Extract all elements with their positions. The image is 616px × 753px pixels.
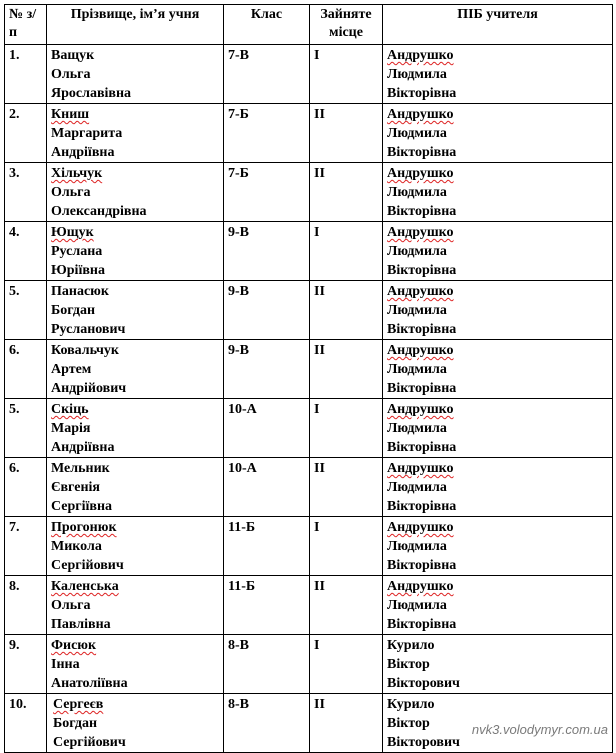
student-name-line: Андріївна xyxy=(51,145,115,160)
teacher-name-line: Андрушко xyxy=(387,461,454,476)
teacher-name-line: Андрушко xyxy=(387,284,454,299)
row-number: 6. xyxy=(5,340,47,399)
table-row xyxy=(5,281,613,340)
place: І xyxy=(310,517,383,576)
teacher-name-line: Андрушко xyxy=(387,166,454,181)
place: І xyxy=(310,399,383,458)
place: ІІ xyxy=(310,576,383,635)
place: ІІ xyxy=(310,458,383,517)
class: 8-В xyxy=(224,635,310,694)
class: 11-Б xyxy=(224,576,310,635)
student-name-line: Сергійович xyxy=(53,735,126,750)
class: 10-А xyxy=(224,399,310,458)
teacher-name xyxy=(383,517,613,576)
student-name-line: Прогонюк xyxy=(51,520,117,535)
teacher-name-line: Вікторівна xyxy=(387,558,457,573)
student-name-line: Юріївна xyxy=(51,263,105,278)
teacher-name-line: Людмила xyxy=(387,539,447,554)
table-row xyxy=(5,163,613,222)
student-name xyxy=(47,576,224,635)
place: ІІ xyxy=(310,163,383,222)
student-name-line: Ольга xyxy=(51,185,91,200)
teacher-name-line: Людмила xyxy=(387,126,447,141)
student-name-line: Ярославівна xyxy=(51,86,132,101)
table-row xyxy=(5,694,613,753)
student-name xyxy=(47,104,224,163)
class: 7-Б xyxy=(224,163,310,222)
place: ІІ xyxy=(310,694,383,753)
class: 7-В xyxy=(224,45,310,104)
student-name-line: Микола xyxy=(51,539,102,554)
student-name-line: Ващук xyxy=(51,48,95,63)
place: І xyxy=(310,635,383,694)
row-number: 7. xyxy=(5,517,47,576)
header-place: Зайняте місце xyxy=(310,5,383,45)
student-name-line: Богдан xyxy=(53,716,98,731)
student-name-line: Артем xyxy=(51,362,92,377)
teacher-name-line: Андрушко xyxy=(387,225,454,240)
teacher-name-line: Віктор xyxy=(387,716,430,731)
table-row xyxy=(5,340,613,399)
student-name xyxy=(47,694,224,753)
row-number: 2. xyxy=(5,104,47,163)
teacher-name-line: Андрушко xyxy=(387,402,454,417)
teacher-name-line: Людмила xyxy=(387,598,447,613)
student-name-line: Хільчук xyxy=(51,166,103,181)
class: 9-В xyxy=(224,340,310,399)
student-name-line: Павлівна xyxy=(51,617,111,632)
row-number: 5. xyxy=(5,281,47,340)
row-number: 9. xyxy=(5,635,47,694)
row-number: 3. xyxy=(5,163,47,222)
teacher-name xyxy=(383,694,613,753)
student-name-line: Русланович xyxy=(51,322,126,337)
teacher-name-line: Андрушко xyxy=(387,579,454,594)
teacher-name-line: Людмила xyxy=(387,67,447,82)
teacher-name-line: Людмила xyxy=(387,244,447,259)
watermark: nvk3.volodymyr.com.ua xyxy=(471,722,608,737)
teacher-name xyxy=(383,458,613,517)
teacher-name-line: Вікторович xyxy=(387,735,460,750)
student-name-line: Інна xyxy=(51,657,80,672)
student-name xyxy=(47,635,224,694)
teacher-name-line: Андрушко xyxy=(387,48,454,63)
table-row xyxy=(5,576,613,635)
results-table xyxy=(4,4,613,753)
teacher-name xyxy=(383,340,613,399)
header-class: Клас xyxy=(224,5,310,45)
header-name: Прізвище, ім’я учня xyxy=(47,5,224,45)
student-name-line: Скіць xyxy=(51,402,89,417)
student-name-line: Анатоліївна xyxy=(51,676,128,691)
student-name xyxy=(47,222,224,281)
teacher-name xyxy=(383,635,613,694)
student-name-line: Ольга xyxy=(51,67,91,82)
teacher-name-line: Вікторівна xyxy=(387,381,457,396)
student-name xyxy=(47,163,224,222)
student-name-line: Андріївна xyxy=(51,440,115,455)
teacher-name-line: Людмила xyxy=(387,480,447,495)
teacher-name xyxy=(383,281,613,340)
place: І xyxy=(310,222,383,281)
header-teacher: ПІБ учителя xyxy=(383,5,613,45)
class: 9-В xyxy=(224,222,310,281)
student-name-line: Руслана xyxy=(51,244,103,259)
student-name xyxy=(47,458,224,517)
teacher-name xyxy=(383,104,613,163)
teacher-name-line: Курило xyxy=(387,697,435,712)
student-name-line: Фисюк xyxy=(51,638,97,653)
student-name-line: Сергіївна xyxy=(51,499,113,514)
class: 9-В xyxy=(224,281,310,340)
teacher-name-line: Вікторівна xyxy=(387,86,457,101)
teacher-name-line: Андрушко xyxy=(387,107,454,122)
teacher-name xyxy=(383,222,613,281)
teacher-name-line: Людмила xyxy=(387,362,447,377)
teacher-name-line: Вікторівна xyxy=(387,263,457,278)
row-number: 6. xyxy=(5,458,47,517)
teacher-name xyxy=(383,399,613,458)
teacher-name-line: Вікторівна xyxy=(387,499,457,514)
teacher-name xyxy=(383,45,613,104)
student-name xyxy=(47,517,224,576)
place: ІІ xyxy=(310,281,383,340)
header-row xyxy=(5,5,613,45)
place: ІІ xyxy=(310,340,383,399)
teacher-name-line: Андрушко xyxy=(387,520,454,535)
class: 8-В xyxy=(224,694,310,753)
student-name-line: Каленська xyxy=(51,579,119,594)
teacher-name xyxy=(383,163,613,222)
student-name xyxy=(47,399,224,458)
table-row xyxy=(5,222,613,281)
student-name-line: Книш xyxy=(51,107,90,122)
class: 7-Б xyxy=(224,104,310,163)
row-number: 4. xyxy=(5,222,47,281)
place: ІІ xyxy=(310,104,383,163)
teacher-name xyxy=(383,576,613,635)
teacher-name-line: Вікторівна xyxy=(387,145,457,160)
student-name xyxy=(47,281,224,340)
student-name-line: Олександрівна xyxy=(51,204,147,219)
table-row xyxy=(5,104,613,163)
teacher-name-line: Андрушко xyxy=(387,343,454,358)
student-name-line: Євгенія xyxy=(51,480,100,495)
class: 10-А xyxy=(224,458,310,517)
table-row xyxy=(5,517,613,576)
teacher-name-line: Курило xyxy=(387,638,435,653)
place: І xyxy=(310,45,383,104)
header-num: № з/п xyxy=(5,5,47,45)
student-name-line: Богдан xyxy=(51,303,96,318)
student-name-line: Сергійович xyxy=(51,558,124,573)
student-name xyxy=(47,340,224,399)
row-number: 10. xyxy=(5,694,47,753)
student-name-line: Ольга xyxy=(51,598,91,613)
student-name xyxy=(47,45,224,104)
row-number: 5. xyxy=(5,399,47,458)
teacher-name-line: Вікторівна xyxy=(387,322,457,337)
student-name-line: Андрійович xyxy=(51,381,127,396)
teacher-name-line: Вікторівна xyxy=(387,617,457,632)
table-row xyxy=(5,399,613,458)
class: 11-Б xyxy=(224,517,310,576)
student-name-line: Мельник xyxy=(51,461,110,476)
teacher-name-line: Людмила xyxy=(387,185,447,200)
teacher-name-line: Людмила xyxy=(387,421,447,436)
student-name-line: Марія xyxy=(51,421,91,436)
student-name-line: Маргарита xyxy=(51,126,123,141)
row-number: 8. xyxy=(5,576,47,635)
teacher-name-line: Віктор xyxy=(387,657,430,672)
student-name-line: Панасюк xyxy=(51,284,109,299)
table-row xyxy=(5,45,613,104)
student-name-line: Ющук xyxy=(51,225,94,240)
table-row xyxy=(5,458,613,517)
student-name-line: Ковальчук xyxy=(51,343,119,358)
teacher-name-line: Вікторівна xyxy=(387,204,457,219)
teacher-name-line: Вікторович xyxy=(387,676,460,691)
student-name-line: Сергеєв xyxy=(53,697,104,712)
teacher-name-line: Вікторівна xyxy=(387,440,457,455)
row-number: 1. xyxy=(5,45,47,104)
table-row xyxy=(5,635,613,694)
teacher-name-line: Людмила xyxy=(387,303,447,318)
